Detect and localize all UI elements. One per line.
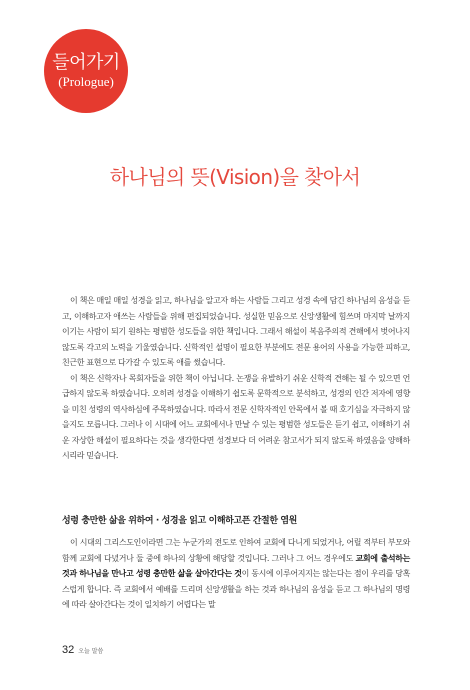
body-text-part-2: 이 동시에 이루어지지는 않는다는 점이 우리를 당혹스럽게 합니다. 즉 교회에서 예배를 드리며 신앙생활을 하는 것과 하나님의 음성을 듣고 그 하나님의 명령에 따라 살아간다는 것이 일치하기 어렵다는 말 [62, 569, 410, 609]
footer-label: 오늘 말씀 [78, 648, 104, 655]
page-number: 32 [62, 644, 75, 656]
prologue-badge [44, 29, 128, 113]
body-text-part-1: 이 시대의 그리스도인이라면 그는 누군가의 전도로 인하여 교회에 다니게 되었거나, 어릴 적부터 부모와 함께 교회에 다녔거나 둘 중에 하나의 상황에 해당할 것입니다. 그러나 그 어느 경우에도 [62, 538, 410, 563]
intro-paragraph-2: 이 책은 신학자나 목회자들을 위한 책이 아닙니다. 논쟁을 유발하기 쉬운 신학적 견해는 될 수 있으면 언급하지 않도록 하였습니다. 오히려 성경을 이해하기 쉽도록 문학적으로 분석하고, 성경의 인간 저자에 영향을 미친 성령의 역사하심에 주목하였습니다. 따라서 전문 신학자적인 안목에서 볼 때 호기심을 자극하지 않을지도 모릅니다. 그러나 이 시대에 어느 교회에서나 만날 수 있는 평범한 성도들은 듣기 쉽고, 이해하기 쉬운 자상한 해설이 필요하다는 것을 생각한다면 성경보다 더 어려운 참고서가 되지 않도록 하였음을 양해하시리라 믿습니다. [62, 373, 410, 460]
page-footer [62, 644, 103, 656]
body-paragraph [62, 535, 410, 613]
body-emphasis: 교회에 출석하는 것과 하나님을 만나고 성령 충만한 삶을 살아간다는 것 [62, 552, 410, 578]
intro-paragraph-1: 이 책은 매일 매일 성경을 읽고, 하나님을 알고자 하는 사람들 그리고 성경 속에 담긴 하나님의 음성을 듣고, 이해하고자 애쓰는 사람들을 위해 편집되었습니다. 성실한 믿음으로 신앙생활에 힘쓰며 마지막 날까지 이기는 사람이 되기 원하는 평범한 성도들을 위한 책입니다. 그래서 해설이 복음주의적 견해에서 벗어나지 않도록 각고의 노력을 기울였습니다. 신학적인 설명이 필요한 부분에도 전문 용어의 사용을 가능한 피하고, 친근한 표현으로 다가갈 수 있도록 애를 썼습니다. [62, 296, 410, 367]
chapter-title: 하나님의 뜻(Vision)을 찾아서 [109, 165, 361, 189]
badge-subtitle: (Prologue) [58, 74, 114, 89]
badge-title: 들어가기 [52, 52, 120, 73]
body-text [62, 535, 410, 613]
intro-text [62, 293, 410, 464]
section-heading: 성령 충만한 삶을 위하여 · 성경을 읽고 이해하고픈 간절한 염원 [62, 516, 297, 526]
